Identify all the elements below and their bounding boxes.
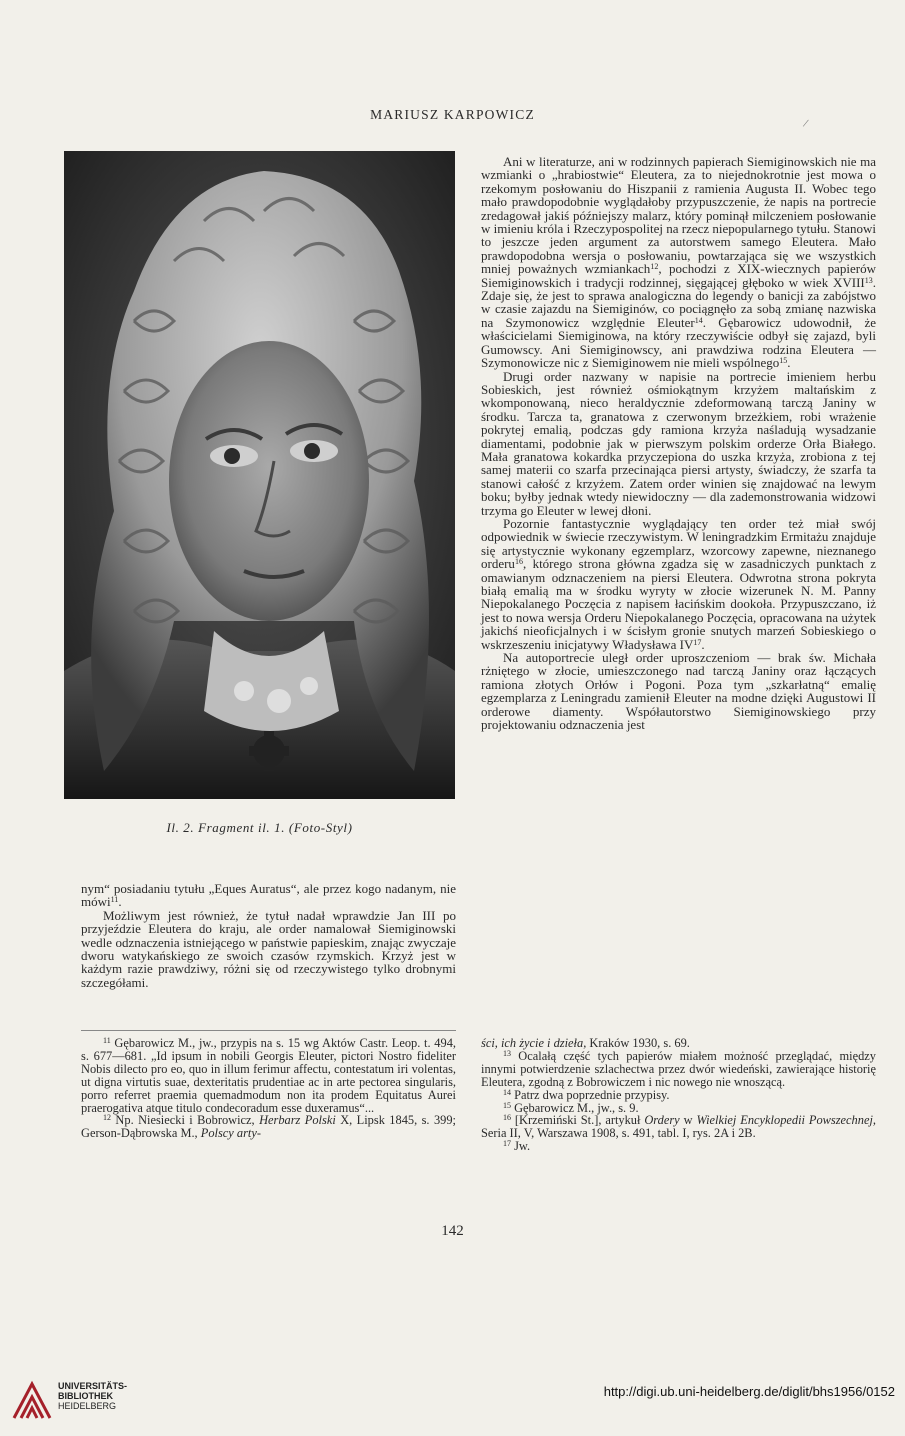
left-column bbox=[81, 882, 456, 989]
paragraph: Na autoportrecie uległ order uproszczeniom — brak św. Michała rżniętego w złocie, umieszczonego nad tarczą Janiny oraz łączących ramiona złotych Orłów i Pogoni. Poza tym „szkarłatną“ emalię egzemplarza z Leningradu zamienił Eleuter na modne dzięki Augustowi II orderowe diamenty. Współautorstwo Siemiginowskiego przy projektowaniu odznaczenia jest bbox=[481, 650, 876, 733]
page-number: 142 bbox=[441, 1223, 464, 1239]
library-name[interactable]: UNIVERSITÄTS- BIBLIOTHEK HEIDELBERG bbox=[58, 1381, 128, 1411]
portrait-illustration bbox=[64, 151, 455, 799]
footnote: $^{13}$ Ocalałą część tych papierów miałem możność przeglądać, między innymi potwierdzenie szlachectwa przez dwór wiedeński, zawierające historię Eleutera, zgodną z Bobrowiczem i nic nowego nie wnoszącą. bbox=[481, 1048, 876, 1089]
running-head: MARIUSZ KARPOWICZ bbox=[370, 107, 535, 122]
source-url-link[interactable]: http://digi.ub.uni-heidelberg.de/diglit/bhs1956/0152 bbox=[603, 1384, 895, 1399]
university-library-logo-icon[interactable] bbox=[10, 1378, 54, 1422]
paragraph: Ani w literaturze, ani w rodzinnych papierach Siemiginowskich nie ma wzmianki o „hrabiostwie“ Eleutera, za to niejednokrotnie jest mowa o rzekomym posłowaniu do Hiszpanii z ramienia Augusta II. Wobec tego mało prawdopodobnie wyglądałoby przypuszczenie, że napis na portrecie zredagował jakiś późniejszy malarz, który pominął milczeniem posłowanie w imieniu króla i Rzeczypospolitej na rzecz niepopularnego tytułu. Stanowi to jeszcze jeden argument za autorstwem samego Eleutera. Mało prawdopodobna wersja o posłowaniu, powtarzająca się we wszystkich mniej poważnych wzmiankach$^{12}$, pochodzi z XIX-wiecznych papierów Siemiginowskich i tradycji rodzinnej, sięgającej głęboko w wiek XVIII$^{13}$. Zdaje się, że jest to sprawa analogiczna do legendy o banicji za zabójstwo w czasie zajazdu na Siemiginów, co pociągnęło za sobą zmianę nazwiska na Szymonowicz względnie Eleuter$^{14}$. Gębarowicz udowodnił, że właścicielami Siemiginowa, na który rzeczywiście odbył się zajazd, byli Gumowscy. Ani Siemiginowscy, ani prawdziwa rodzina Eleutera — Szymonowicze nic z Siemiginowem nie mieli wspólnego$^{15}$. bbox=[481, 154, 876, 371]
footnote-rule bbox=[81, 1030, 456, 1031]
footnote: $^{12}$ Np. Niesiecki i Bobrowicz, Herbarz Polski X, Lipsk 1845, s. 399; Gerson-Dąbrowska M., Polscy arty- bbox=[81, 1113, 456, 1141]
footnotes-right bbox=[481, 1037, 876, 1153]
pencil-mark: / bbox=[801, 115, 810, 131]
footnote: $^{16}$ [Krzemiński St.], artykuł Ordery w Wielkiej Encyklopedii Powszechnej, Seria II, V, Warszawa 1908, s. 491, tabl. I, rys. 2A i 2B. bbox=[481, 1113, 876, 1141]
paragraph: Pozornie fantastycznie wyglądający ten order też miał swój odpowiednik w świecie rzeczywistym. W leningradzkim Ermitażu znajduje się artystycznie wykonany egzemplarz, wzorcowy zapewne, nieznanego orderu$^{16}$, którego strona główna zgadza się w zasadniczych punktach z omawianym odznaczeniem na piersi Eleutera. Odwrotna strona pokryta białą emalią ma w środku wyryty w złocie wizerunek N. M. Panny Niepokalanego Poczęcia z napisem łacińskim dookoła. Przypuszczano, iż jest to nowa wersja Orderu Niepokalanego Poczęcia, opracowana na użytek jakichś nieoficjalnych i w ścisłym gronie snutych marzeń Sobieskiego o wskrzeszeniu inicjatywy Władysława IV$^{17}$. bbox=[481, 515, 876, 652]
footnotes-left bbox=[81, 1037, 456, 1140]
footnote: $^{15}$ Gębarowicz M., jw., s. 9. bbox=[503, 1100, 639, 1115]
footnote: $^{17}$ Jw. bbox=[503, 1139, 531, 1154]
paragraph: Możliwym jest również, że tytuł nadał wprawdzie Jan III po przyjeździe Eleutera do kraju, ale order namalował Siemiginowski wedle odznaczenia istniejącego w państwie papieskim, znając zwyczaje dworu watykańskiego ze swoich czasów rzymskich. Krzyż jest w każdym razie prawdziwy, różni się od rzeczywistego tylko drobnymi szczegółami. bbox=[81, 907, 456, 990]
footnote: $^{11}$ Gębarowicz M., jw., przypis na s. 15 wg Aktów Castr. Leop. t. 494, s. 677—681. „Id ipsum in nobili Georgis Eleuter, pictori Nostro fideliter Nobis dilecto pro eo, quo in illum ferimur affectu, contestatum iri volentas, ut digna virtutis suae, dexteritatis prudentiae ac in arte pectorea singularis, porro referret praemia quemadmodum non ita prodem Equitatus Aurei praerogativa atque titulo condecoradum esse duxeramus“... bbox=[81, 1036, 456, 1115]
footnote: $^{14}$ Patrz dwa poprzednie przypisy. bbox=[503, 1087, 670, 1102]
paragraph: nym“ posiadaniu tytułu „Eques Auratus“, ale przez kogo nadanym, nie mówi$^{11}$. bbox=[81, 881, 456, 910]
paragraph: Drugi order nazwany w napisie na portrecie imieniem herbu Sobieskich, jest również ośmiokątnym krzyżem maltańskim z wkomponowaną, nieco heraldycznie zdeformowaną tarczą Janiny w środku. Tarcza ta, granatowa z czerwonym brzeżkiem, robi wrażenie pokrytej emalią, podczas gdy ramiona krzyża naśladują wysadzanie diamentami, podobnie jak w pierwszym polskim orderze Orła Białego. Mała granatowa kokardka przyczepiona do uszka krzyża, zrobiona z tej samej materii co szarfa przecinająca piersi artysty, świadczy, że szarfa ta stanowi całość z krzyżem. Zatem order winien się znajdować na lewym boku; byłby jednak wtedy niewidoczny — dla zademonstrowania widzowi trzyma go Eleuter w lewej dłoni. bbox=[481, 368, 876, 518]
figure-caption: Il. 2. Fragment il. 1. (Foto-Styl) bbox=[166, 820, 353, 835]
right-column bbox=[481, 155, 876, 731]
footnote: ści, ich życie i dzieła, Kraków 1930, s. 69. bbox=[481, 1036, 690, 1050]
